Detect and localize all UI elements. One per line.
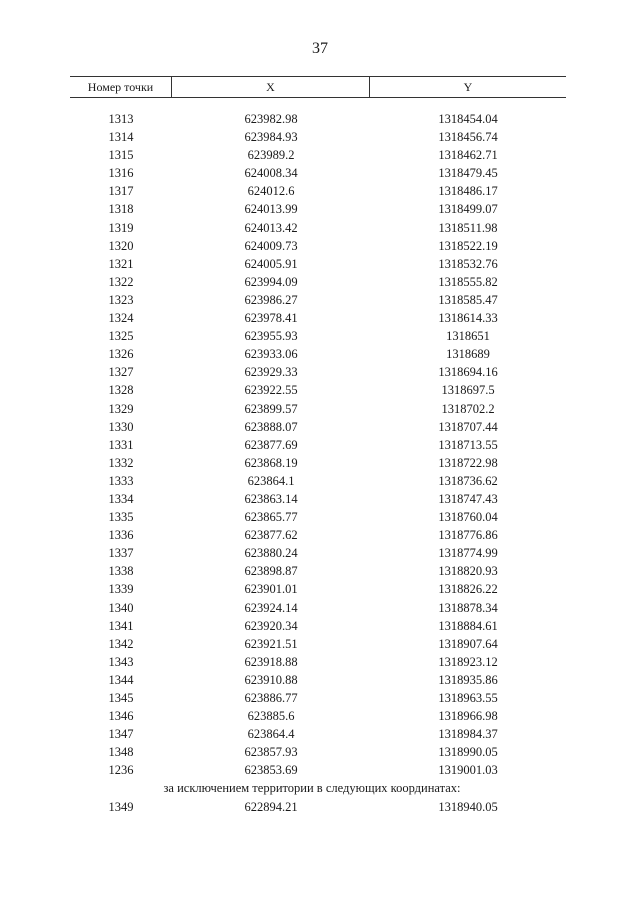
y-coordinate-cell: 1318884.61 (438, 618, 498, 633)
table-row (70, 635, 566, 653)
x-coordinate-cell: 623922.55 (244, 383, 298, 398)
x-coordinate-cell: 622894.21 (244, 799, 298, 814)
point-number-cell: 1340 (108, 600, 134, 615)
point-number-cell: 1342 (108, 636, 134, 651)
table-row (70, 599, 566, 617)
point-number-cell: 1323 (108, 292, 134, 307)
y-coordinate-cell: 1318454.04 (438, 112, 498, 126)
table-row (70, 128, 566, 146)
table-row (70, 761, 566, 779)
x-coordinate-cell: 623921.51 (244, 636, 298, 651)
point-number-cell: 1315 (108, 148, 134, 163)
x-coordinate-cell: 623885.6 (247, 709, 295, 724)
table-row (70, 671, 566, 689)
table-row (70, 653, 566, 671)
y-coordinate-cell: 1318532.76 (438, 256, 498, 271)
x-coordinate-cell: 623864.4 (247, 727, 295, 742)
table-row (70, 381, 566, 399)
table-row (70, 110, 566, 128)
x-coordinate-cell: 623924.14 (244, 600, 298, 615)
point-number-cell: 1318 (108, 202, 134, 217)
point-number-cell: 1337 (108, 546, 134, 561)
x-coordinate-cell: 623994.09 (244, 274, 298, 289)
x-coordinate-cell: 623865.77 (244, 510, 298, 525)
x-coordinate-cell: 623978.41 (244, 311, 298, 326)
point-number-cell: 1327 (108, 365, 134, 380)
table-row (70, 345, 566, 363)
y-coordinate-cell: 1318878.34 (438, 600, 498, 615)
x-coordinate-cell: 624013.99 (244, 202, 298, 217)
point-number-cell: 1347 (108, 727, 134, 742)
x-coordinate-cell: 623857.93 (244, 745, 298, 760)
point-number-cell: 1333 (108, 473, 134, 488)
table-row (70, 291, 566, 309)
x-coordinate-cell: 623920.34 (244, 618, 298, 633)
y-coordinate-cell: 1318697.5 (441, 383, 495, 398)
point-number-cell: 1332 (108, 455, 134, 470)
table-row (70, 562, 566, 580)
point-number-cell: 1326 (108, 347, 134, 362)
table-row (70, 472, 566, 490)
y-coordinate-cell: 1318722.98 (438, 455, 498, 470)
y-coordinate-cell: 1318707.44 (438, 419, 498, 434)
table-row (70, 237, 566, 255)
y-coordinate-cell: 1318522.19 (438, 238, 498, 253)
point-number-cell: 1349 (108, 799, 134, 814)
point-number-cell: 1338 (108, 564, 134, 579)
y-coordinate-cell: 1318923.12 (438, 654, 498, 669)
point-number-cell: 1335 (108, 510, 134, 525)
point-number-cell: 1324 (108, 311, 134, 326)
point-number-cell: 1343 (108, 654, 134, 669)
table-row (70, 182, 566, 200)
y-coordinate-cell: 1318774.99 (438, 546, 498, 561)
point-number-cell: 1236 (108, 763, 134, 778)
table-row (70, 617, 566, 635)
y-coordinate-cell: 1318499.07 (438, 202, 498, 217)
coordinates-table-body (70, 110, 566, 816)
table-row (70, 798, 566, 816)
y-coordinate-cell: 1318820.93 (438, 564, 498, 579)
table-row (70, 707, 566, 725)
table-row (70, 580, 566, 598)
point-number-cell: 1328 (108, 383, 134, 398)
x-coordinate-cell: 623901.01 (244, 582, 298, 597)
x-coordinate-cell: 623868.19 (244, 455, 298, 470)
point-number-cell: 1317 (108, 184, 134, 199)
x-coordinate-cell: 623888.07 (244, 419, 298, 434)
table-row (70, 508, 566, 526)
table-row (70, 526, 566, 544)
table-row (70, 219, 566, 237)
y-coordinate-cell: 1318935.86 (438, 672, 498, 687)
point-number-cell: 1319 (108, 220, 134, 235)
x-coordinate-cell: 623853.69 (244, 763, 298, 778)
point-number-cell: 1336 (108, 528, 134, 543)
y-coordinate-cell: 1318713.55 (438, 437, 498, 452)
y-coordinate-cell: 1318747.43 (438, 491, 498, 506)
point-number-cell: 1331 (108, 437, 134, 452)
y-coordinate-cell: 1318511.98 (438, 220, 498, 235)
table-row (70, 418, 566, 436)
point-number-cell: 1334 (108, 491, 134, 506)
y-coordinate-cell: 1319001.03 (438, 763, 498, 778)
header-x: X (172, 77, 370, 97)
point-number-cell: 1321 (108, 256, 134, 271)
y-coordinate-cell: 1318689 (446, 347, 490, 362)
y-coordinate-cell: 1318651 (446, 329, 490, 344)
table-row (70, 743, 566, 761)
table-row (70, 200, 566, 218)
point-number-cell: 1325 (108, 329, 134, 344)
y-coordinate-cell: 1318456.74 (438, 130, 498, 145)
x-coordinate-cell: 623984.93 (244, 130, 298, 145)
x-coordinate-cell: 623864.1 (247, 473, 295, 488)
y-coordinate-cell: 1318585.47 (438, 292, 498, 307)
y-coordinate-cell: 1318462.71 (438, 148, 498, 163)
x-coordinate-cell: 623955.93 (244, 329, 298, 344)
y-coordinate-cell: 1318776.86 (438, 528, 498, 543)
point-number-cell: 1341 (108, 618, 134, 633)
point-number-cell: 1316 (108, 166, 134, 181)
y-coordinate-cell: 1318736.62 (438, 473, 498, 488)
point-number-cell: 1348 (108, 745, 134, 760)
x-coordinate-cell: 624005.91 (244, 256, 298, 271)
y-coordinate-cell: 1318702.2 (441, 401, 495, 416)
table-row (70, 454, 566, 472)
y-coordinate-cell: 1318907.64 (438, 636, 498, 651)
point-number-cell: 1344 (108, 672, 134, 687)
point-number-cell: 1320 (108, 238, 134, 253)
x-coordinate-cell: 623877.62 (244, 528, 298, 543)
table-row (70, 544, 566, 562)
x-coordinate-cell: 623886.77 (244, 691, 298, 705)
table-row (70, 146, 566, 164)
table-row (70, 164, 566, 182)
table-row (70, 436, 566, 454)
table-row (70, 363, 566, 381)
header-y: Y (463, 80, 473, 94)
point-number-cell: 1313 (108, 112, 134, 126)
y-coordinate-cell: 1318486.17 (438, 184, 498, 199)
x-coordinate-cell: 624012.6 (247, 184, 295, 199)
table-row (70, 273, 566, 291)
point-number-cell: 1346 (108, 709, 134, 724)
y-coordinate-cell: 1318963.55 (438, 691, 498, 705)
point-number-cell: 1345 (108, 691, 134, 705)
table-row (70, 309, 566, 327)
header-point-number: Номер точки (70, 77, 172, 97)
y-coordinate-cell: 1318940.05 (438, 799, 498, 814)
table-row (70, 725, 566, 743)
point-number-cell: 1322 (108, 274, 134, 289)
y-coordinate-cell: 1318555.82 (438, 274, 498, 289)
exclusion-note: за исключением территории в следующих координатах: (163, 781, 461, 796)
x-coordinate-cell: 623933.06 (244, 347, 298, 362)
y-coordinate-cell: 1318984.37 (438, 727, 498, 742)
point-number-cell: 1329 (108, 401, 134, 416)
y-coordinate-cell: 1318694.16 (438, 365, 498, 380)
x-coordinate-cell: 623989.2 (247, 148, 295, 163)
x-coordinate-cell: 623986.27 (244, 292, 298, 307)
x-coordinate-cell: 623898.87 (244, 564, 298, 579)
y-coordinate-cell: 1318614.33 (438, 311, 498, 326)
point-number-cell: 1314 (108, 130, 134, 145)
y-coordinate-cell: 1318479.45 (438, 166, 498, 181)
table-row (70, 327, 566, 345)
x-coordinate-cell: 624009.73 (244, 238, 298, 253)
table-row (70, 490, 566, 508)
x-coordinate-cell: 623877.69 (244, 437, 298, 452)
point-number-cell: 1330 (108, 419, 134, 434)
y-coordinate-cell: 1318826.22 (438, 582, 498, 597)
table-row (70, 689, 566, 707)
x-coordinate-cell: 623918.88 (244, 654, 298, 669)
x-coordinate-cell: 623880.24 (244, 546, 298, 561)
x-coordinate-cell: 623863.14 (244, 491, 298, 506)
x-coordinate-cell: 623899.57 (244, 401, 298, 416)
y-coordinate-cell: 1318990.05 (438, 745, 498, 760)
x-coordinate-cell: 623929.33 (244, 365, 298, 380)
x-coordinate-cell: 624008.34 (244, 166, 298, 181)
x-coordinate-cell: 623910.88 (244, 672, 298, 687)
point-number-cell: 1339 (108, 582, 134, 597)
y-coordinate-cell: 1318760.04 (438, 510, 498, 525)
table-header (70, 76, 566, 98)
x-coordinate-cell: 623982.98 (244, 112, 298, 126)
y-coordinate-cell: 1318966.98 (438, 709, 498, 724)
x-coordinate-cell: 624013.42 (244, 220, 298, 235)
page-number: 37 (312, 40, 328, 57)
table-row (70, 255, 566, 273)
table-row (70, 400, 566, 418)
